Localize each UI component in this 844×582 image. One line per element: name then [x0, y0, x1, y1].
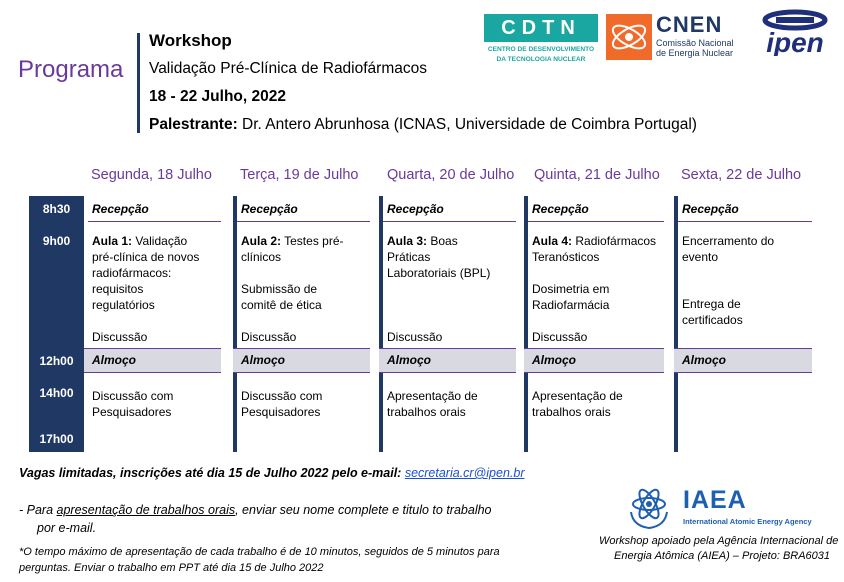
- lecture-text: Radiofarmácia: [532, 298, 610, 312]
- divider: [379, 348, 516, 349]
- divider: [678, 221, 812, 222]
- day-header-wednesday: Quarta, 20 de Julho: [387, 167, 515, 183]
- workshop-speaker: [149, 116, 697, 134]
- discussion-label: Discussão: [532, 330, 588, 344]
- lecture-text: Laboratoriais (BPL): [387, 266, 491, 280]
- divider: [379, 372, 516, 373]
- discussion-label: Discussão: [92, 330, 148, 344]
- column-divider: [233, 373, 237, 452]
- iaea-caption-cont: Energia Atômica (AIEA) – Projeto: BRA6031: [614, 550, 831, 562]
- column-divider: [524, 373, 528, 452]
- discussion-label: Discussão: [387, 330, 443, 344]
- iaea-logo-word: IAEA: [683, 486, 747, 514]
- afternoon-text: Apresentação de: [532, 389, 623, 403]
- lecture-text: clínicos: [241, 250, 282, 264]
- afternoon-text: Discussão com: [92, 389, 174, 403]
- divider: [383, 221, 516, 222]
- reception-label: Recepção: [92, 202, 149, 216]
- oral-presentation-note-cont: por e-mail.: [37, 521, 97, 535]
- afternoon-text: Pesquisadores: [92, 405, 172, 419]
- time-label: 9h00: [42, 234, 71, 248]
- afternoon-text: Pesquisadores: [241, 405, 321, 419]
- divider: [84, 372, 221, 373]
- lecture-text: Dosimetria em: [532, 282, 610, 296]
- afternoon-text: trabalhos orais: [532, 405, 611, 419]
- day-header-friday: Sexta, 22 de Julho: [681, 167, 802, 183]
- cnen-atom-icon: [606, 14, 652, 60]
- lecture-text: Submissão de: [241, 282, 318, 296]
- lecture-text: comitê de ética: [241, 298, 322, 312]
- divider: [233, 348, 370, 349]
- divider: [528, 221, 664, 222]
- time-limit-note: *O tempo máximo de apresentação de cada trabalho é de 10 minutos, seguidos de 5 minutos para: [19, 546, 500, 558]
- lunch-label: Almoço: [532, 353, 577, 367]
- email-link[interactable]: secretaria.cr@ipen.br: [404, 466, 525, 480]
- lecture-text: requisitos: [92, 282, 144, 296]
- day-header-thursday: Quinta, 21 de Julho: [534, 167, 660, 183]
- lunch-label: Almoço: [241, 353, 286, 367]
- iaea-caption: Workshop apoiado pela Agência Internacional de: [599, 535, 839, 547]
- time-label: 12h00: [39, 354, 74, 368]
- lecture-title: Aula 4: Radiofármacos: [532, 234, 657, 248]
- reception-label: Recepção: [532, 202, 589, 216]
- afternoon-text: Discussão com: [241, 389, 323, 403]
- day-column-tuesday: [233, 196, 370, 452]
- ipen-logo-word: ipen: [766, 27, 824, 56]
- lunch-label: Almoço: [682, 353, 727, 367]
- lecture-text: Teranósticos: [532, 250, 600, 264]
- cdtn-logo-line2: DA TECNOLOGIA NUCLEAR: [496, 56, 586, 63]
- lunch-label: Almoço: [387, 353, 432, 367]
- header-divider: [137, 33, 140, 133]
- certificates-text: Entrega de: [682, 297, 741, 311]
- time-limit-note-cont: perguntas. Enviar o trabalho em PPT até dia 15 de Julho 2022: [19, 562, 324, 574]
- column-divider: [524, 196, 528, 348]
- cdtn-logo-line1: CENTRO DE DESENVOLVIMENTO: [487, 46, 595, 53]
- divider: [674, 348, 812, 349]
- lecture-text: pré-clínica de novos: [92, 250, 200, 264]
- speaker-value: Dr. Antero Abrunhosa (ICNAS, Universidade de Coimbra Portugal): [237, 116, 697, 133]
- lecture-text: radiofármacos:: [92, 266, 172, 280]
- day-header-tuesday: Terça, 19 de Julho: [240, 167, 359, 183]
- cdtn-logo-word: CDTN: [484, 14, 598, 42]
- afternoon-text: Apresentação de: [387, 389, 478, 403]
- day-column-wednesday: [379, 196, 516, 452]
- cnen-logo-line1: Comissão Nacional: [656, 38, 734, 48]
- lecture-title: Aula 3: Boas: [387, 234, 458, 248]
- lunch-label: Almoço: [92, 353, 137, 367]
- discussion-label: Discussão: [241, 330, 297, 344]
- lecture-title: Aula 1: Validação: [92, 234, 188, 248]
- iaea-emblem-icon: [625, 482, 673, 530]
- reception-label: Recepção: [387, 202, 444, 216]
- divider: [524, 348, 664, 349]
- divider: [84, 348, 221, 349]
- lecture-text: Práticas: [387, 250, 431, 264]
- cnen-logo-word: CNEN: [656, 12, 723, 37]
- lecture-text: regulatórios: [92, 298, 155, 312]
- speaker-label: Palestrante:: [149, 116, 238, 133]
- registration-note: Vagas limitadas, inscrições até dia 15 de Julho 2022 pelo e-mail: secretaria.cr@ipen.br: [19, 466, 525, 480]
- closing-text: evento: [682, 250, 719, 264]
- cnen-logo-line2: de Energia Nuclear: [656, 48, 734, 58]
- certificates-text: certificados: [682, 313, 743, 327]
- reception-label: Recepção: [682, 202, 739, 216]
- iaea-logo-sub: International Atomic Energy Agency: [683, 517, 812, 526]
- column-divider: [379, 373, 383, 452]
- divider: [674, 372, 812, 373]
- oral-presentation-note: - Para apresentação de trabalhos orais, enviar seu nome complete e titulo to trabalho: [19, 503, 492, 517]
- column-divider: [674, 373, 678, 452]
- workshop-title: Workshop: [149, 31, 232, 50]
- workshop-subtitle: Validação Pré-Clínica de Radiofármacos: [149, 60, 427, 77]
- workshop-date: 18 - 22 Julho, 2022: [149, 88, 286, 105]
- ipen-logo: [750, 8, 840, 56]
- reception-label: Recepção: [241, 202, 298, 216]
- divider: [88, 221, 221, 222]
- time-label: 17h00: [39, 432, 74, 446]
- day-header-monday: Segunda, 18 Julho: [91, 167, 212, 183]
- lecture-title: Aula 2: Testes pré-: [241, 234, 344, 248]
- day-column-thursday: [524, 196, 664, 452]
- programa-label: Programa: [18, 56, 124, 83]
- closing-text: Encerramento do: [682, 234, 775, 248]
- divider: [524, 372, 664, 373]
- column-divider: [379, 196, 383, 348]
- time-label: 8h30: [42, 202, 71, 216]
- column-divider: [233, 196, 237, 348]
- column-divider: [674, 196, 678, 348]
- divider: [233, 372, 370, 373]
- afternoon-text: trabalhos orais: [387, 405, 466, 419]
- time-label: 14h00: [39, 386, 74, 400]
- divider: [237, 221, 370, 222]
- cdtn-logo: [484, 14, 598, 66]
- day-column-monday: [84, 196, 221, 452]
- day-column-friday: [674, 196, 812, 452]
